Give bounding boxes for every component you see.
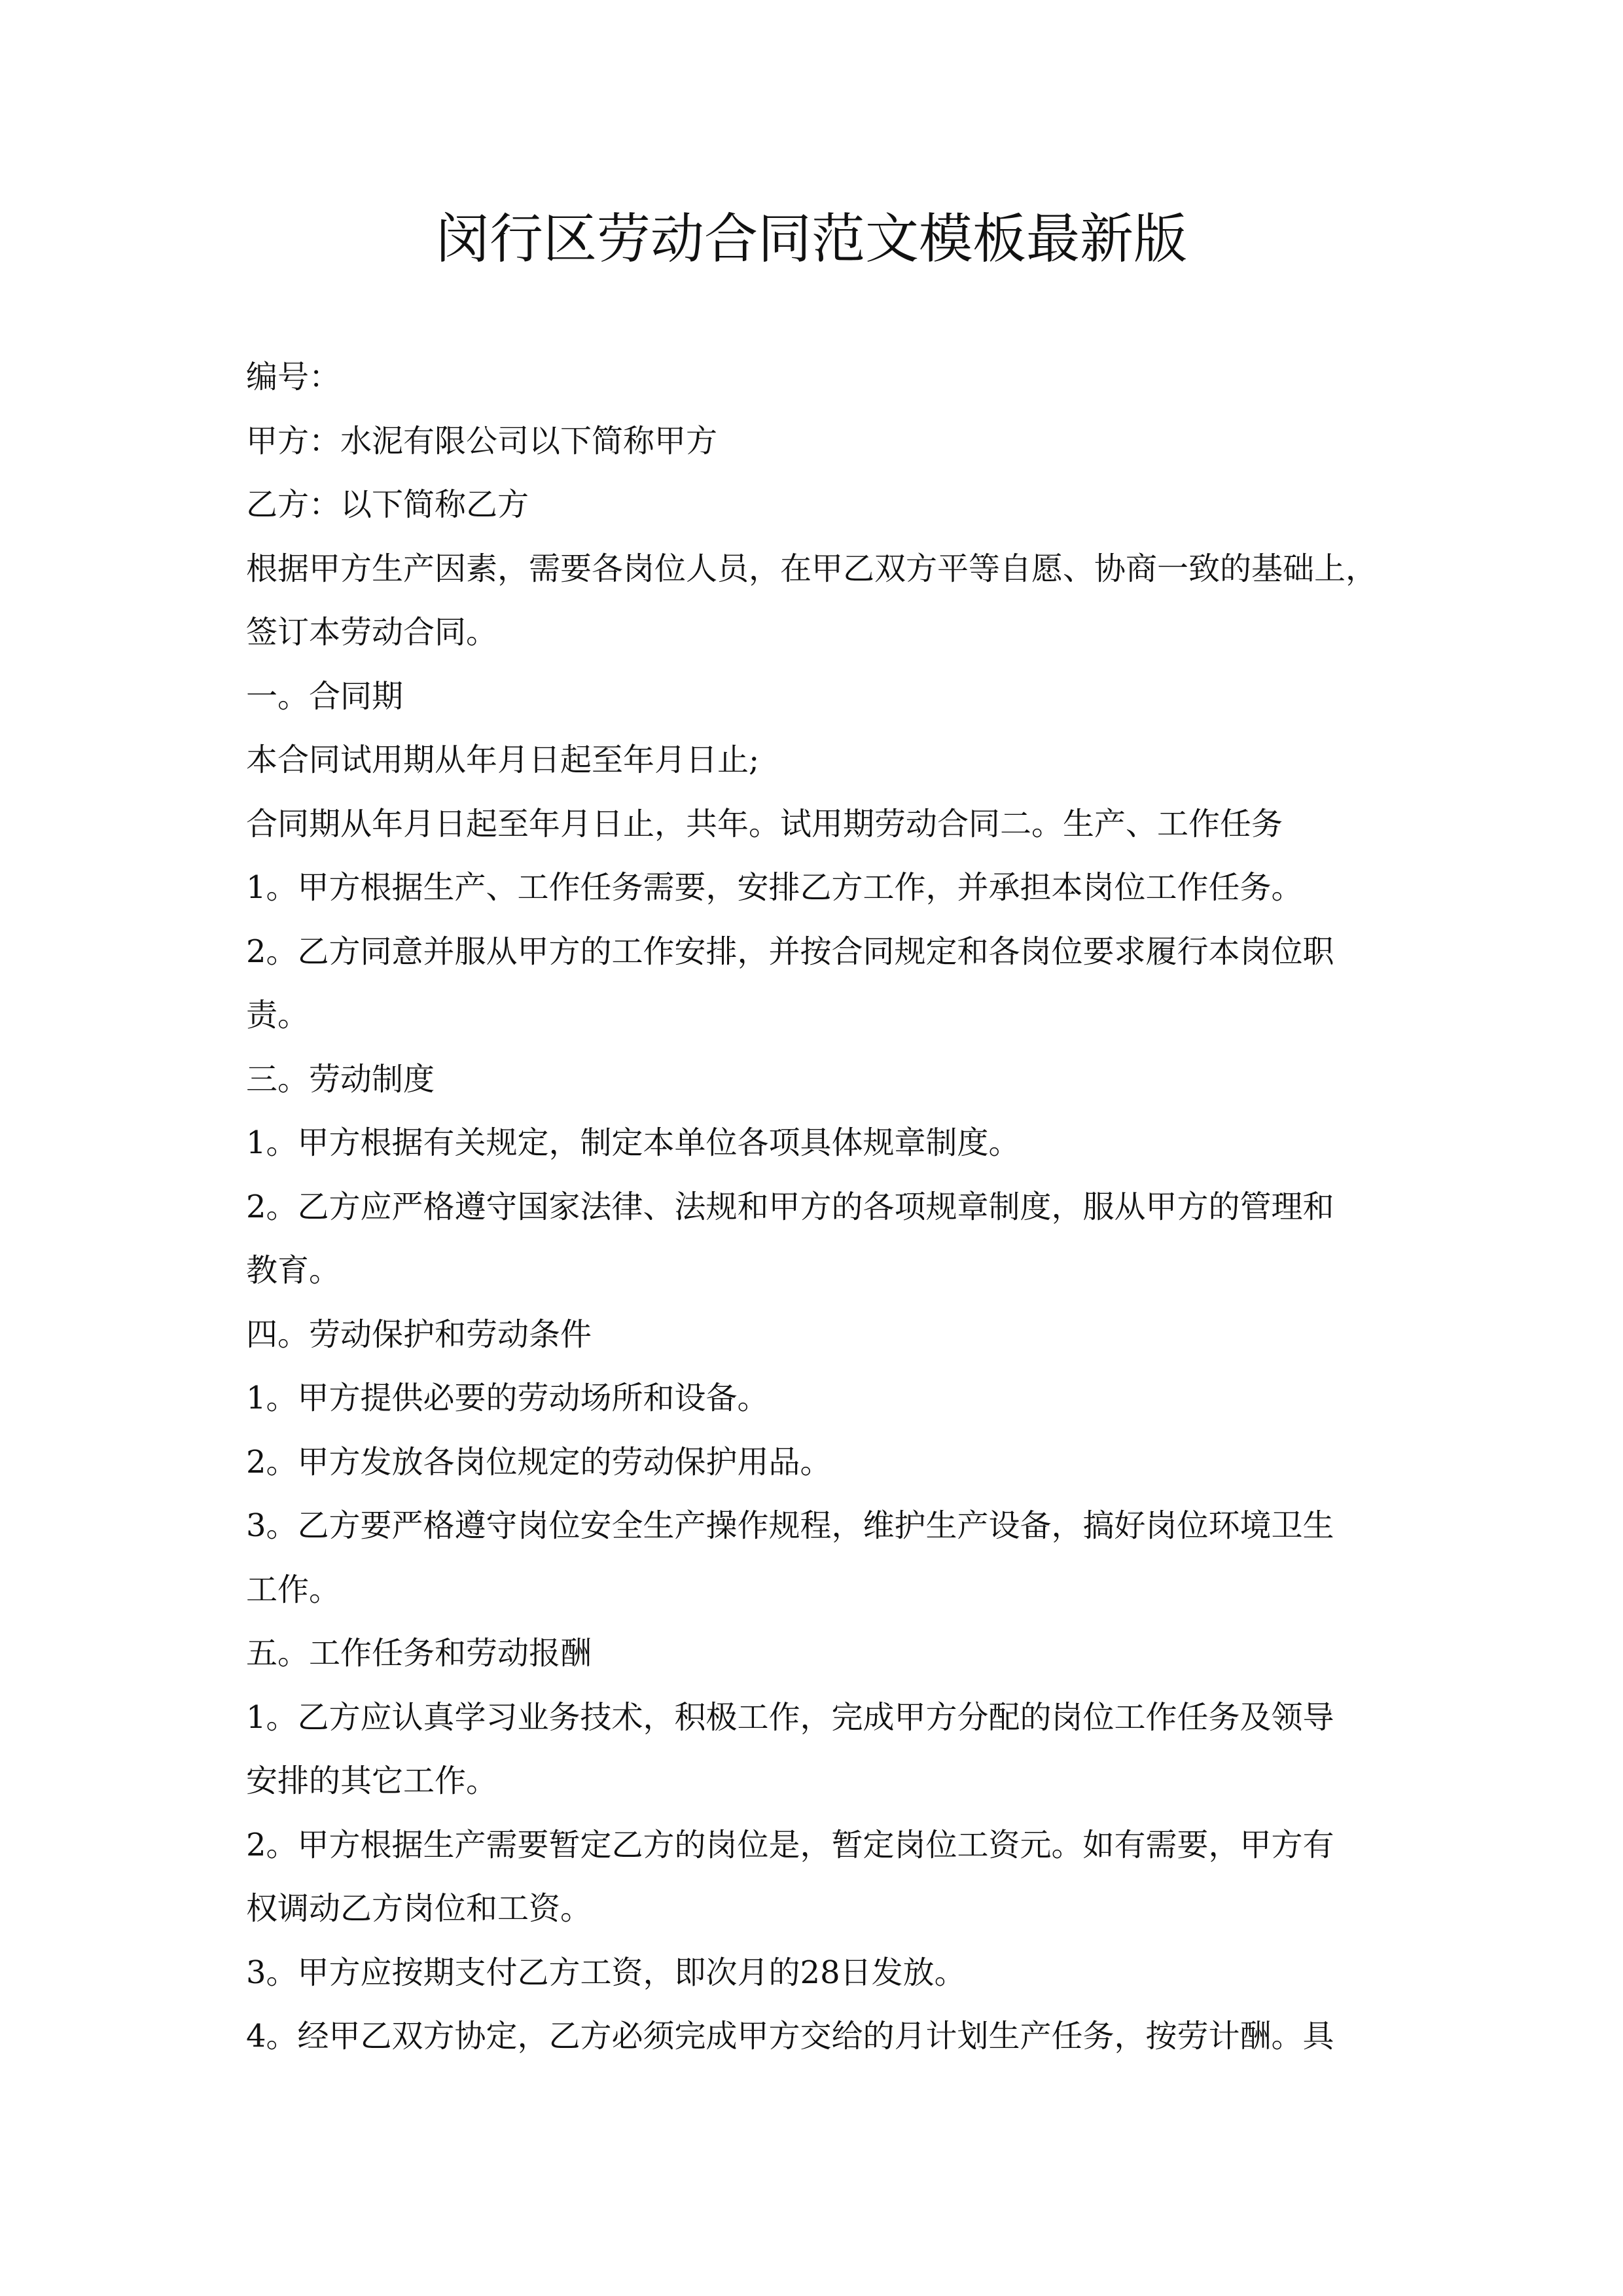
text-line: 合同期从年月日起至年月日止，共年。试用期劳动合同二。生产、工作任务 (246, 805, 1283, 842)
text-line: 3。乙方要严格遵守岗位安全生产操作规程，维护生产设备，搞好岗位环境卫生 (246, 1507, 1334, 1544)
text-line: 2。乙方同意并服从甲方的工作安排，并按合同规定和各岗位要求履行本岗位职 (246, 933, 1334, 970)
text-line: 教育。 (246, 1252, 341, 1289)
text-line: 安排的其它工作。 (246, 1763, 498, 1799)
text-line: 1。乙方应认真学习业务技术，积极工作，完成甲方分配的岗位工作任务及领导 (246, 1698, 1334, 1736)
text-line: 3。甲方应按期支付乙方工资，即次月的28日发放。 (246, 1954, 966, 1991)
document-body (246, 346, 1385, 2069)
document-title: 闵行区劳动合同范文模板最新版 (435, 208, 1187, 270)
text-line: 2。乙方应严格遵守国家法律、法规和甲方的各项规章制度，服从甲方的管理和 (246, 1188, 1334, 1225)
section-heading: 一。合同期 (246, 677, 404, 715)
section-heading: 五。工作任务和劳动报酬 (246, 1635, 592, 1672)
text-line: 4。经甲乙双方协定，乙方必须完成甲方交给的月计划生产任务，按劳计酬。具 (246, 2018, 1334, 2054)
text-line: 权调动乙方岗位和工资。 (246, 1890, 592, 1927)
text-line: 2。甲方发放各岗位规定的劳动保护用品。 (246, 1443, 832, 1480)
text-line: 1。甲方根据生产、工作任务需要，安排乙方工作，并承担本岗位工作任务。 (246, 869, 1303, 906)
section-heading: 四。劳动保护和劳动条件 (246, 1316, 592, 1353)
text-line: 根据甲方生产因素，需要各岗位人员，在甲乙双方平等自愿、协商一致的基础上， (246, 550, 1378, 587)
text-line: 2。甲方根据生产需要暂定乙方的岗位是，暂定岗位工资元。如有需要，甲方有 (246, 1826, 1334, 1863)
text-line: 乙方：以下简称乙方 (246, 486, 529, 523)
section-heading: 三。劳动制度 (246, 1060, 435, 1098)
text-line: 编号： (246, 359, 341, 395)
text-line: 1。甲方根据有关规定，制定本单位各项具体规章制度。 (246, 1124, 1020, 1161)
text-line: 工作。 (246, 1571, 341, 1608)
text-line: 1。甲方提供必要的劳动场所和设备。 (246, 1380, 769, 1416)
text-line: 甲方：水泥有限公司以下简称甲方 (246, 422, 718, 459)
text-line: 签订本劳动合同。 (246, 614, 498, 651)
text-line: 责。 (246, 997, 310, 1033)
text-line: 本合同试用期从年月日起至年月日止; (246, 742, 760, 778)
